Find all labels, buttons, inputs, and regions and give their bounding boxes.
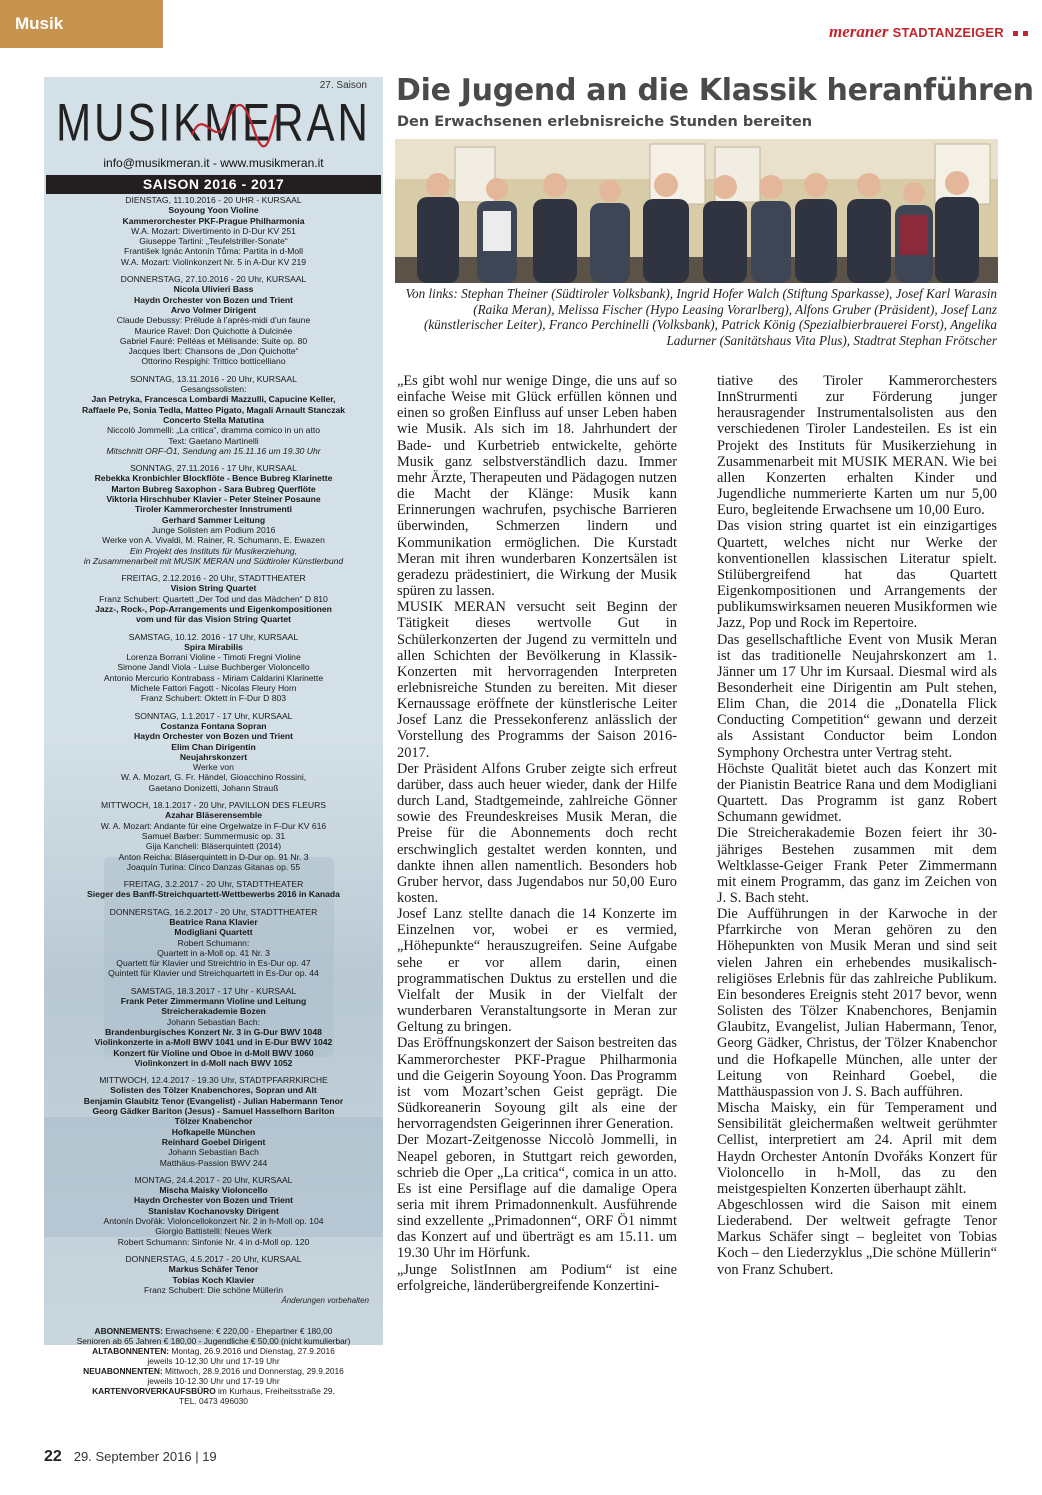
article-paragraph: Abgeschlossen wird die Saison mit einem Liederabend. Der weltweit gefragte Tenor Markus Schäfer singt – begleitet von Tobias Koch – den Liederzyklus „Die schöne Müllerin“ von Franz Schubert. (717, 1196, 997, 1278)
event-line: Georg Gädker Bariton (Jesus) - Samuel Hasselhorn Bariton (92, 1106, 335, 1117)
event-line: Franz Schubert: Oktett in F-Dur D 803 (140, 693, 287, 704)
event-line: Franz Schubert: Quartett „Der Tod und das Mädchen“ D 810 (99, 593, 328, 604)
event-line: Reinhard Goebel Dirigent (161, 1136, 266, 1147)
event-line: Gaetano Donizetti, Johann Strauß (148, 782, 279, 793)
event-entry (44, 195, 383, 267)
event-line: Niccolò Jommelli: „La critica“, dramma comico in un atto (107, 425, 320, 436)
event-date: SONNTAG, 27.11.2016 - 17 Uhr, KURSAAL (130, 463, 297, 474)
masthead-name: STADTANZEIGER (892, 25, 1004, 40)
event-line: Claude Debussy: Prélude à l’après-midi d’un faune (116, 315, 311, 326)
event-line: Tiroler Kammerorchester Innstrumenti (135, 504, 292, 515)
event-line: Samuel Barber: Summermusic op. 31 (141, 830, 286, 841)
article-subtitle: Den Erwachsenen erlebnisreiche Stunden bereiten (397, 114, 813, 130)
issue-date: 29. September 2016 | 19 (73, 1449, 217, 1464)
event-line: Franz Schubert: Die schöne Müllerin (144, 1284, 283, 1295)
event-line: Elim Chan Dirigentin (171, 741, 256, 752)
event-line: Azahar Bläserensemble (165, 810, 262, 821)
event-line: Vision String Quartet (170, 583, 257, 594)
event-date: MITTWOCH, 12.4.2017 - 19.30 Uhr, STADTPFARRKIRCHE (99, 1075, 328, 1086)
event-date: FREITAG, 3.2.2017 - 20 Uhr, STADTTHEATER (123, 879, 304, 890)
event-line: Haydn Orchester von Bozen und Trient (133, 1195, 293, 1206)
subscription-text: jeweils 10-12.30 Uhr und 17-19 Uhr (147, 1376, 280, 1386)
subscription-line (44, 1396, 383, 1406)
page-footer (44, 1448, 217, 1466)
article-paragraph: Das gesellschaftliche Event von Musik Meran ist das traditionelle Neujahrskonzert am 1. Jänner um 17 Uhr im Kursaal. Diesmal wird als Besonderheit eine Dirigentin am Pult stehen, Elim Chan, die 2014 die „Donatella Flick Conducting Competition“ gewann und derzeit als Assistant Conductor beim London Symphony Orchestra unter Vertrag steht. (717, 631, 997, 761)
logo-swirl-icon (184, 95, 279, 155)
subscription-text: Senioren ab 65 Jahren € 180,00 - Jugendliche € 50,00 (nicht kumulierbar) (76, 1336, 351, 1346)
event-line: Anton Reicha: Bläserquintett in D-Dur op. 91 Nr. 3 (118, 851, 309, 862)
subscription-line (44, 1336, 383, 1346)
subscription-text: TEL. 0473 496030 (179, 1396, 248, 1406)
event-line: Michele Fattori Fagott - Nicolas Fleury Horn (130, 683, 297, 694)
subscription-line (44, 1356, 383, 1366)
event-entry (44, 879, 383, 900)
event-line: Robert Schumann: Sinfonie Nr. 4 in d-Moll op. 120 (117, 1236, 310, 1247)
event-date: MONTAG, 24.4.2017 - 20 Uhr, KURSAAL (134, 1174, 293, 1185)
article-paragraph: Höchste Qualität bietet auch das Konzert mit der Pianistin Beatrice Rana und dem Modigliani Quartett. Das Programm ist ganz Robert Schumann gewidmet. (717, 760, 997, 826)
event-line: Brandenburgisches Konzert Nr. 3 in G-Dur BWV 1048 (105, 1026, 322, 1037)
event-line: Kammerorchester PKF-Prague Philharmonia (122, 215, 305, 226)
event-line: Antonín Dvořák: Violoncellokonzert Nr. 2 in h-Moll op. 104 (103, 1216, 324, 1227)
event-date: DONNERSTAG, 4.5.2017 - 20 Uhr, KURSAAL (125, 1253, 302, 1264)
event-line: Ottorino Respighi: Trittico botticelliano (141, 356, 286, 367)
event-line: Frank Peter Zimmermann Violine und Leitung (120, 996, 307, 1007)
event-entry (44, 1254, 383, 1295)
event-entry (44, 800, 383, 872)
subscription-line (44, 1326, 383, 1336)
event-date: FREITAG, 2.12.2016 - 20 Uhr, STADTTHEATER (121, 573, 306, 584)
event-line: Sieger des Banff-Streichquartett-Wettbewerbs 2016 in Kanada (87, 889, 340, 900)
event-line: Solisten des Tölzer Knabenchores, Sopran und Alt (110, 1085, 317, 1096)
event-line: Raffaele Pe, Sonia Tedla, Matteo Pigato, Magali Arnault Stanczak (81, 404, 346, 415)
masthead-brand: meraner (828, 22, 889, 41)
event-line: Nicola Ulivieri Bass (173, 284, 254, 295)
event-line: Gesangssolisten: (180, 384, 247, 395)
photo-caption: Von links: Stephan Theiner (Südtiroler Volksbank), Ingrid Hofer Walch (Stiftung Sparkasse), Josef Karl Warasin (Raika Meran), Melissa Fischer (Hypo Leasing Vorarlberg), Alfons Gruber (Präsident), Josef Lanz (künstlerischer Leiter), Franco Perchinelli (Volksbank), Patrick König (Spezialbierbrauerei Forst), Angelika Ladurner (Sanitätshaus Vita Plus), Stadtrat Stephan Frötscher (405, 286, 997, 348)
page-number: 22 (44, 1448, 62, 1465)
subscription-text: jeweils 10-12.30 Uhr und 17-19 Uhr (147, 1356, 280, 1366)
event-line: Junge Solisten am Podium 2016 (151, 524, 276, 535)
event-line: Matthäus-Passion BWV 244 (159, 1157, 268, 1168)
event-line: Werke von (193, 762, 234, 773)
event-line: Concerto Stella Matutina (163, 414, 264, 425)
group-photo-illustration (395, 139, 998, 283)
subscription-label: ALTABONNENTEN: (92, 1346, 170, 1356)
subscription-label: ABONNEMENTS: (94, 1326, 163, 1336)
saison-tag: 27. Saison (319, 80, 367, 91)
event-date: SONNTAG, 1.1.2017 - 17 Uhr, KURSAAL (134, 710, 293, 721)
event-entry (44, 374, 383, 456)
event-line: W. A. Mozart, G. Fr. Händel, Gioacchino Rossini, (120, 772, 307, 783)
event-line: Werke von A. Vivaldi, M. Rainer, R. Schumann, E. Ewazen (102, 535, 325, 546)
event-date: SAMSTAG, 18.3.2017 - 17 Uhr - KURSAAL (130, 985, 297, 996)
section-tab: Musik (0, 0, 163, 48)
event-line: vom und für das Vision String Quartet (135, 614, 292, 625)
event-line: Spira Mirabilis (184, 641, 243, 652)
event-line: Jan Petryka, Francesca Lombardi Mazzulli, Capucine Keller, (91, 394, 336, 405)
event-line: Giuseppe Tartini: „Teufelstriller-Sonate“ (139, 236, 288, 247)
article-column-1 (397, 373, 677, 1294)
event-date: DONNERSTAG, 16.2.2017 - 20 Uhr, STADTTHEATER (109, 906, 318, 917)
article-paragraph: tiative des Tiroler Kammerorchesters InnStrurmenti zur Förderung junger herausragender Instrumentalsolisten aus den verschiedenen Tiroler Landesteilen. Es ist ein Projekt des Instituts für Musikerziehung in Zusammenarbeit mit MUSIK MERAN. Wie bei allen Konzerten erhalten Kinder und Jugendliche nummerierte Karten um nur 5,00 Euro, begleitende Erwachsene um 10,00 Euro. (717, 373, 997, 519)
event-line: Joaquín Turina: Cinco Danzas Gitanas op. 55 (126, 861, 301, 872)
musikmeran-logo: MUSIKMERAN (56, 93, 371, 152)
event-line: Markus Schäfer Tenor (168, 1264, 259, 1275)
subscription-line (44, 1346, 383, 1356)
event-line: Streicherakademie Bozen (161, 1006, 266, 1017)
event-line: Marton Bubreg Saxophon - Sara Bubreg Querflöte (111, 483, 316, 494)
event-line: Gabriel Fauré: Pelléas et Mélisande: Suite op. 80 (119, 335, 308, 346)
subscription-label: KARTENVORVERKAUFSBÜRO (92, 1386, 216, 1396)
article-paragraph: Die Streicherakademie Bozen feiert ihr 30-jähriges Bestehen zusammen mit dem Weltklasse-Geiger Frank Peter Zimmermann mit einem Programm, das ganz im Zeichen von J. S. Bach steht. (717, 825, 997, 906)
subscription-label: NEUABONNENTEN: (83, 1366, 163, 1376)
event-list (44, 195, 383, 1302)
event-line: Benjamin Glaubitz Tenor (Evangelist) - Julian Habermann Tenor (83, 1095, 344, 1106)
event-line: in Zusammenarbeit mit MUSIK MERAN und Südtiroler Künstlerbund (83, 555, 344, 566)
subscription-line (44, 1376, 383, 1386)
event-date: DIENSTAG, 11.10.2016 - 20 UHR - KURSAAL (125, 195, 302, 205)
event-line: Gerhard Sammer Leitung (161, 514, 266, 525)
subscription-text: im Kurhaus, Freiheitsstraße 29, (215, 1386, 335, 1396)
article-paragraph: Die Aufführungen in der Karwoche in der Pfarrkirche von Meran gehören zu den Höhepunkten von Musik Meran und sind seit vielen Jahren ein erhebendes musikalisch-religiöses Erlebnis für das zahlreiche Publikum. Ein besonderes Ereignis steht 2017 bevor, wenn Solisten des Tölzer Knabenchores, Benjamin Glaubitz, Evangelist, Julian Habermann, Tenor, Georg Gädker, Christus, der Tölzer Knabenchor und die Hofkapelle München, alle unter der Leitung von Reinhard Goebel, die Matthäuspassion von J. S. Bach aufführen. (717, 906, 997, 1100)
event-line: Johann Sebastian Bach (168, 1147, 259, 1158)
event-line: Robert Schumann: (177, 937, 250, 948)
event-line: Hofkapelle München (171, 1126, 256, 1137)
event-line: Haydn Orchester von Bozen und Trient (133, 731, 293, 742)
event-entry (44, 907, 383, 979)
event-entry (44, 274, 383, 367)
event-line: Quartett in a-Moll op. 41 Nr. 3 (157, 947, 270, 958)
masthead-square-icon (1013, 31, 1018, 36)
event-entry (44, 986, 383, 1068)
event-line: Konzert für Violine und Oboe in d-Moll BWV 1060 (113, 1047, 314, 1058)
event-date: MITTWOCH, 18.1.2017 - 20 Uhr, PAVILLON DES FLEURS (100, 800, 327, 811)
event-line: Quintett für Klavier und Streichquartett in Es-Dur op. 44 (108, 968, 319, 979)
event-line: Soyoung Yoon Violine (168, 205, 259, 216)
event-entry (44, 711, 383, 793)
event-line: Simone Jandl Viola - Luise Buchberger Violoncello (117, 662, 310, 673)
event-entry (44, 573, 383, 624)
event-line: Antonio Mercurio Kontrabass - Miriam Caldarini Klarinette (103, 672, 324, 683)
event-line: Gija Kancheli: Bläserquintett (2014) (145, 841, 282, 852)
event-line: Neujahrskonzert (179, 751, 248, 762)
event-line: Mitschnitt ORF-Ö1, Sendung am 15.11.16 um 19.30 Uhr (106, 445, 321, 456)
event-line: Johann Sebastian Bach: (166, 1016, 261, 1027)
changes-note: Änderungen vorbehalten (281, 1296, 369, 1305)
subscription-text: Erwachsene: € 220,00 - Ehepartner € 180,00 (162, 1326, 333, 1336)
subscription-line (44, 1366, 383, 1376)
event-entry (44, 1075, 383, 1168)
event-line: Text: Gaetano Martinelli (168, 435, 259, 446)
event-line: Tobias Koch Klavier (172, 1274, 255, 1285)
season-banner: SAISON 2016 - 2017 (46, 175, 381, 194)
event-line: Viktoria Hirschhuber Klavier - Peter Steiner Posaune (106, 494, 321, 505)
subscription-line (44, 1386, 383, 1396)
event-line: Ein Projekt des Instituts für Musikerziehung, (129, 545, 298, 556)
event-date: SONNTAG, 13.11.2016 - 20 Uhr, KURSAAL (130, 373, 297, 384)
article-paragraph: „Junge SolistInnen am Podium“ ist eine erfolgreiche, länderübergreifende Konzertini- (397, 1261, 677, 1294)
event-line: Stanislav Kochanovsky Dirigent (148, 1205, 279, 1216)
article-title: Die Jugend an die Klassik heranführen (396, 73, 1034, 108)
event-line: W.A. Mozart: Violinkonzert Nr. 5 in A-Dur KV 219 (120, 256, 307, 267)
event-entry (44, 1175, 383, 1247)
article-paragraph: MUSIK MERAN versucht seit Beginn der Tätigkeit dieses wertvolle Gut in Schülerkonzerten der Jugend zu vermitteln und allen Schichten der Bevölkerung in Klassik-Konzerten mit hervorragenden Interpreten erlebnisreiche Stunden zu bereiten. Mit dieser Kernaussage eröffnete der künstlerische Leiter Josef Lanz die Pressekonferenz anlässlich der Vorstellung des Programms der Saison 2016-2017. (397, 599, 677, 761)
article-paragraph: „Es gibt wohl nur wenige Dinge, die uns auf so einfache Weise mit Glück erfüllen können und einen so großen Einfluss auf unser Leben haben wie Musik. Als sich im 18. Jahrhundert der Bade- und Kurbetrieb entwickelte, gehörte Musik ganz selbstverständlich dazu. Immer mehr Ärzte, Therapeuten und Pädagogen nutzen die Macht der Klänge: Musik kann Erinnerungen wachrufen, psychische Barrieren überwinden, Schmerzen lindern und Kommunikation ermöglichen. Die Kurstadt Meran mit ihren wunderbaren Konzertsälen ist geradezu prädestiniert, die Wirkung der Musik spüren zu lassen. (397, 373, 677, 600)
event-entry (44, 632, 383, 704)
event-line: Tölzer Knabenchor (174, 1116, 253, 1127)
event-line: Mischa Maisky Violoncello (159, 1185, 268, 1196)
article-paragraph: Mischa Maisky, ein für Temperament und Sensibilität gleichermaßen weltweit gerühmter Cellist, interpretiert am 24. April mit dem Haydn Orchester Antonín Dvořáks Konzert für Violoncello in h-Moll, das zu den meistgespielten Konzerten überhaupt zählt. (717, 1100, 997, 1197)
event-line: Giorgio Battistelli: Neues Werk (155, 1226, 272, 1237)
event-entry (44, 463, 383, 566)
event-line: W.A. Mozart: Divertimento in D-Dur KV 251 (131, 225, 296, 236)
event-line: Beatrice Rana Klavier (169, 917, 258, 927)
article-paragraph: Der Mozart-Zeitgenosse Niccolò Jommelli, in Neapel geboren, in Stuttgart reich geworden, schrieb die Oper „La critica“, comica in un atto. Es ist eine Persiflage auf die damalige Opera seria mit ihrem Primadonnenkult. Ausführende sind exzellente „Primadonnen“, ORF Ö1 nimmt das Konzert auf und überträgt es am 15.11. um 19.30 Uhr im Hörfunk. (397, 1132, 677, 1262)
event-date: SAMSTAG, 10.12. 2016 - 17 Uhr, KURSAAL (128, 631, 299, 642)
article-column-2 (717, 373, 997, 1278)
article-paragraph: Das vision string quartet ist ein einzigartiges Quartett, welches nicht nur Werke der konventionellen klassischen Literatur spielt. Stilübergreifend hat das Quartett Eigenkompositionen und Arrangements der publikumswirksamen neueren Musikformen wie Jazz, Pop und Rock im Repertoire. (717, 518, 997, 632)
event-line: W. A. Mozart: Andante für eine Orgelwalze in F-Dur KV 616 (100, 820, 327, 831)
programme-box (44, 77, 383, 1406)
programme-contact: info@musikmeran.it - www.musikmeran.it (103, 156, 324, 170)
event-line: Arvo Volmer Dirigent (170, 304, 257, 315)
masthead (829, 22, 1028, 42)
article-paragraph: Josef Lanz stellte danach die 14 Konzerte im Einzelnen vor, wobei er es vermied, „Höhepunkte“ herauszugreifen. Seine Aufgabe sehe er vor allem darin, einen programmatischen Duktus zu erstellen und die Vielfalt der Musik in der Vielfalt der wunderbaren Veranstaltungsorte in Meran zur Geltung zu bringen. (397, 906, 677, 1036)
event-line: Violinkonzert in d-Moll nach BWV 1052 (134, 1057, 293, 1068)
subscription-text: Mittwoch, 28.9.2016 und Donnerstag, 29.9.2016 (162, 1366, 344, 1376)
event-line: Jazz-, Rock-, Pop-Arrangements und Eigenkompositionen (95, 603, 332, 614)
article-paragraph: Der Präsident Alfons Gruber zeigte sich erfreut darüber, dass auch heuer wieder, dank der Hilfe durch Land, Stadtgemeinde, zahlreiche Gönner sowie des Freundeskreises Musik Meran, die Preise für die Abonnements doch recht erschwinglich gestaltet werden konnten, und dankte ihnen allen namentlich. Besonders hob Gruber hervor, dass Jugendabos nur 50,00 Euro kosten. (397, 760, 677, 906)
subscription-text: Montag, 26.9.2016 und Dienstag, 27.9.2016 (169, 1346, 335, 1356)
event-date: DONNERSTAG, 27.10.2016 - 20 Uhr, KURSAAL (120, 274, 307, 285)
event-line: Maurice Ravel: Don Quichotte à Dulcinée (134, 325, 293, 336)
event-line: Modigliani Quartett (174, 927, 253, 938)
event-line: Violinkonzerte in a-Moll BWV 1041 und in E-Dur BWV 1042 (94, 1037, 333, 1048)
event-line: František Ignác Antonín Tůma: Partita in d-Moll (124, 246, 303, 257)
masthead-square-icon (1023, 31, 1028, 36)
event-line: Quartett für Klavier und Streichtrio in Es-Dur op. 47 (116, 958, 311, 969)
group-photo (395, 139, 998, 283)
event-line: Jacques Ibert: Chansons de „Don Quichotte“ (128, 346, 299, 357)
article-paragraph: Das Eröffnungskonzert der Saison bestreiten das Kammerorchester PKF-Prague Philharmonia und die Geigerin Soyoung Yoon. Das Programm ist vom Mozart’schen Geist geprägt. Die Südkoreanerin Soyoung gilt als eine der hervorragendsten Geigerinnen ihrer Generation. (397, 1035, 677, 1133)
event-line: Costanza Fontana Sopran (160, 720, 267, 731)
event-line: Rebekka Kronbichler Blockflöte - Bence Bubreg Klarinette (94, 473, 333, 484)
subscription-info (44, 1326, 383, 1406)
event-line: Lorenza Borrani Violine - Timoti Fregni Violine (126, 652, 301, 663)
event-line: Haydn Orchester von Bozen und Trient (133, 294, 293, 305)
